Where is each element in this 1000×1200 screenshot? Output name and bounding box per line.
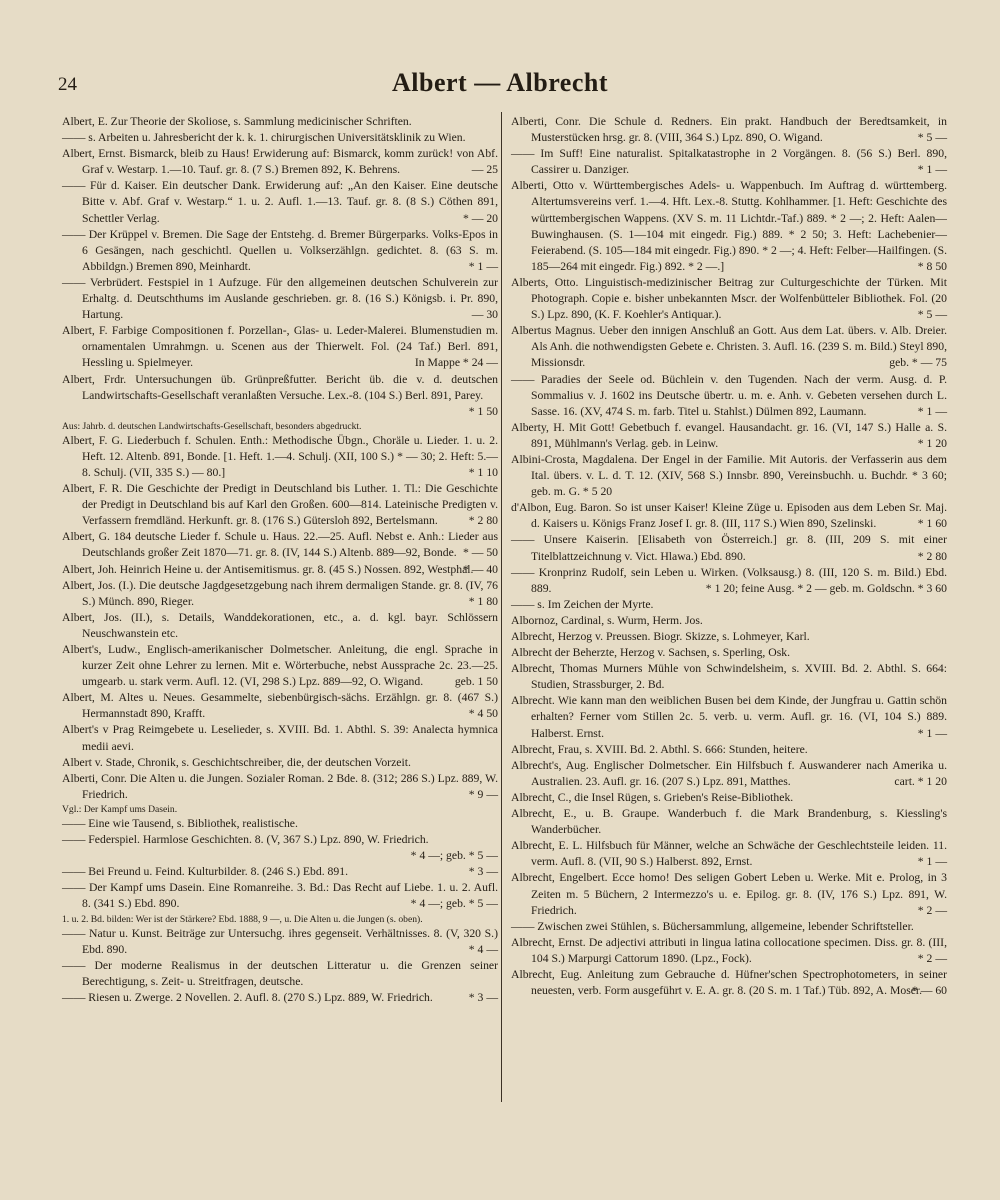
catalogue-entry (62, 816, 498, 832)
catalogue-entry (62, 146, 498, 178)
catalogue-entry (511, 967, 947, 999)
entry-price: * 1 60 (917, 517, 947, 531)
entry-text: Albert's v Prag Reimgebete u. Leselieder, s. XVIII. Bd. 1. Abthl. S. 39: Analecta hymnica medii aevi. (62, 723, 498, 753)
entry-text: Albrecht, Engelbert. Ecce homo! Des seligen Gobert Leben u. Werke. Mit e. Prolog, in 3 Zeiten m. 5 Büchern, 2 Intermezzo's u. e. Epilog. gr. 8. (IV, 176 S.) Lpz. 891, W. Friedrich. (511, 871, 947, 917)
entry-text: Albornoz, Cardinal, s. Wurm, Herm. Jos. (511, 613, 703, 627)
catalogue-entry (511, 500, 947, 532)
entry-text: Alberts, Otto. Linguistisch-medizinischer Beitrag zur Culturgeschichte der Türken. Mit Photograph. Copie e. bisher unbekannten Mscr. der Wolfenbütteler Bibliothek. Fol. (20 S.) Lpz. 890, (K. F. Koehler's Antiquar.). (511, 275, 947, 322)
entry-price: * 1 — (468, 259, 498, 273)
catalogue-entry (62, 481, 498, 529)
entry-text: —— Federspiel. Harmlose Geschichten. 8. (V, 367 S.) Lpz. 890, W. Friedrich. (62, 833, 429, 847)
entry-price: * — 40 (462, 562, 498, 576)
catalogue-entry (62, 832, 498, 864)
entry-text: —— Eine wie Tausend, s. Bibliothek, realistische. (62, 816, 298, 830)
entry-price: * 8 50 (917, 259, 947, 273)
entry-text: —— Paradies der Seele od. Büchlein v. den Tugenden. Nach der verm. Ausg. d. P. Sommalius v. J. 1602 ins Deutsche übertr. u. m. e. Anh. v. Gebeten versehen durch L. Sasse. 16. (XV, 474 S. m. farb. Titel u. Stahlst.) Dülmen 892, Laumann. (511, 372, 947, 418)
catalogue-entry (511, 323, 947, 371)
catalogue-entry (511, 613, 947, 629)
catalogue-entry (511, 629, 947, 645)
entry-text: Albertus Magnus. Ueber den innigen Anschluß an Gott. Aus dem Lat. übers. v. Alb. Dreier. Als Anh. die nothwendigsten Gebete e. Christen. 3. Aufl. 16. (239 S. m. Bild.) Steyl 890, Missionsdr. (511, 324, 947, 370)
entry-text: —— Natur u. Kunst. Beiträge zur Untersuchg. ihres gegenseit. Verhältnisses. 8. (V, 320 S.) Ebd. 890. (62, 926, 498, 956)
entry-price: * 1 50 (468, 404, 498, 418)
entry-price: * 1 — (917, 163, 947, 177)
entry-text: Albrecht, E., u. B. Graupe. Wanderbuch f. die Mark Brandenburg, s. Kiessling's Wanderbücher. (511, 807, 947, 837)
entry-text: Albert's, Ludw., Englisch-amerikanischer Dolmetscher. Anleitung, die engl. Sprache in kurzer Zeit ohne Lehrer zu lernen. Mit e. Wörterbuche, nebst Aussprache 2c. 23.—25. umgearb. u. stark verm. Aufl. 12. (VI, 298 S.) Lpz. 889—92, O. Wigand. (62, 643, 498, 689)
right-column (511, 114, 947, 999)
entry-price: * 3 — (468, 865, 498, 879)
catalogue-entry (62, 578, 498, 610)
catalogue-entry (62, 178, 498, 226)
catalogue-entry (511, 372, 947, 420)
catalogue-entry (511, 661, 947, 693)
entry-text: Albrecht. Wie kann man den weiblichen Busen bei dem Kinde, der Jungfrau u. Gattin schön erhalten? Ferner vom Stillen 2c. 5. verb. u. verm. Aufl. gr. 16. (VI, 104 S.) 889. Halberst. Ernst. (511, 694, 947, 740)
catalogue-entry (511, 452, 947, 500)
catalogue-note (62, 913, 498, 926)
catalogue-entry (62, 990, 498, 1006)
entry-text: Albert, Ernst. Bismarck, bleib zu Haus! Erwiderung auf: Bismarck, komm zurück! von Abf. Graf v. Westarp. 1.—10. Tauf. gr. 8. (7 S.) Bremen 892, K. Behrens. (62, 147, 498, 177)
entry-text: Albert, F. Farbige Compositionen f. Porzellan-, Glas- u. Leder-Malerei. Blumenstudien m. ornamentalen Umrahmgn. u. Scenen aus der Thierwelt. Fol. (24 Taf.) Berl. 891, Hessling u. Spielmeyer. (62, 324, 498, 370)
entry-price: In Mappe * 24 — (414, 356, 498, 370)
entry-text: Albert v. Stade, Chronik, s. Geschichtschreiber, die, der deutschen Vorzeit. (62, 755, 411, 769)
catalogue-entry (511, 275, 947, 323)
entry-text: —— Zwischen zwei Stühlen, s. Büchersammlung, allgemeine, lebender Schriftsteller. (511, 919, 914, 933)
catalogue-entry (511, 178, 947, 275)
entry-price: * 1 80 (468, 594, 498, 608)
running-head: Albert — Albrecht (392, 68, 608, 97)
catalogue-entry (62, 130, 498, 146)
catalogue-note (62, 803, 498, 816)
entry-text: Vgl.: Der Kampf ums Dasein. (62, 803, 178, 815)
entry-price: * 5 — (917, 131, 947, 145)
catalogue-entry (62, 958, 498, 990)
entry-text: Albrecht's, Aug. Englischer Dolmetscher. Ein Hilfsbuch f. Auswanderer nach Amerika u. Australien. 23. Aufl. gr. 16. (207 S.) Lpz. 891, Matthes. (511, 758, 947, 788)
catalogue-entry (511, 870, 947, 918)
entry-price: * 1 10 (468, 465, 498, 479)
entry-price: * 1 — (917, 726, 947, 740)
catalogue-entry (511, 645, 947, 661)
catalogue-entry (62, 755, 498, 771)
catalogue-entry (511, 146, 947, 178)
catalogue-entry (511, 790, 947, 806)
entry-text: 1. u. 2. Bd. bilden: Wer ist der Stärkere? Ebd. 1888, 9 —, u. Die Alten u. die Jungen (s. oben). (62, 913, 423, 925)
entry-price: * 1 — (917, 855, 947, 869)
entry-text: Albrecht der Beherzte, Herzog v. Sachsen, s. Sperling, Osk. (511, 646, 791, 660)
entry-price: * 2 — (917, 903, 947, 917)
entry-text: Albert, Jos. (II.), s. Details, Wanddekorationen, etc., a. d. kgl. bayr. Schlössern Neuschwanstein etc. (62, 610, 498, 640)
entry-price: * 2 80 (917, 549, 947, 563)
catalogue-entry (62, 771, 498, 803)
catalogue-entry (62, 433, 498, 481)
catalogue-entry (511, 420, 947, 452)
entry-text: —— Riesen u. Zwerge. 2 Novellen. 2. Aufl. 8. (270 S.) Lpz. 889, W. Friedrich. (62, 990, 433, 1004)
catalogue-entry (62, 114, 498, 130)
entry-text: Albert, Joh. Heinrich Heine u. der Antisemitismus. gr. 8. (45 S.) Nossen. 892, Westphal. (62, 562, 474, 576)
entry-price: * 9 — (468, 787, 498, 801)
catalogue-entry (511, 806, 947, 838)
entry-text: Albrecht, Eug. Anleitung zum Gebrauche d. Hüfner'schen Spectrophotometers, in seiner neuesten, verb. Form ausgeführt v. E. A. gr. 8. (20 S. m. 1 Taf.) Tüb. 892, A. Moser. (511, 967, 947, 998)
catalogue-entry (62, 880, 498, 912)
entry-text: Albini-Crosta, Magdalena. Der Engel in der Familie. Mit Autoris. der Verfasserin aus dem Ital. übers. v. L. d. T. 12. (XIV, 568 S.) Innsbr. 890, Vereinsbuchh. u. Buchdr. * 3 60; geb. m. G. * 5 20 (511, 452, 947, 499)
catalogue-entry (511, 838, 947, 870)
catalogue-entry (511, 919, 947, 935)
entry-price: geb. 1 50 (454, 675, 498, 689)
catalogue-entry (62, 690, 498, 722)
entry-text: —— s. Arbeiten u. Jahresbericht der k. k. 1. chirurgischen Universitätsklinik zu Wien. (62, 131, 466, 145)
entry-price: * 4 —; geb. * 5 — (410, 897, 498, 911)
catalogue-entry (511, 758, 947, 790)
catalogue-entry (511, 565, 947, 597)
entry-price: * 3 — (468, 990, 498, 1004)
page-number: 24 (58, 74, 77, 95)
entry-text: —— Der moderne Realismus in der deutschen Litteratur u. die Grenzen seiner Berechtigung, s. Zeit- u. Streitfragen, deutsche. (62, 958, 498, 988)
catalogue-entry (511, 597, 947, 613)
entry-price: * 4 —; geb. * 5 — (410, 849, 498, 863)
entry-text: Albert, Frdr. Untersuchungen üb. Grünpreßfutter. Bericht üb. die v. d. deutschen Landwirtschafts-Gesellschaft veranlaßten Versuche. Lex.-8. (104 S.) Berl. 891, Parey. (62, 372, 498, 402)
entry-text: —— Kronprinz Rudolf, sein Leben u. Wirken. (Volksausg.) 8. (III, 120 S. m. Bild.) Ebd. 889. (511, 565, 947, 595)
catalogue-entry (62, 562, 498, 578)
entry-text: Albrecht, Herzog v. Preussen. Biogr. Skizze, s. Lohmeyer, Karl. (511, 630, 810, 643)
catalogue-entry (511, 114, 947, 146)
entry-text: Albert, G. 184 deutsche Lieder f. Schule u. Haus. 22.—25. Aufl. Nebst e. Anh.: Lieder aus Deutschlands großer Zeit 1870—71. gr. 8. (IV, 144 S.) Altenb. 889—92, Bonde. (62, 530, 498, 560)
entry-text: —— Unsere Kaiserin. [Elisabeth von Österreich.] gr. 8. (III, 209 S. mit einer Titelblattzeichnung v. Vict. Hlawa.) Ebd. 890. (511, 533, 947, 563)
entry-price: * 1 — (917, 404, 947, 418)
entry-text: Albrecht, C., die Insel Rügen, s. Grieben's Reise-Bibliothek. (511, 790, 794, 804)
entry-text: d'Albon, Eug. Baron. So ist unser Kaiser! Kleine Züge u. Episoden aus dem Leben Sr. Maj. d. Kaisers u. Königs Franz Josef I. gr. 8. (III, 117 S.) Wien 890, Szelinski. (511, 501, 947, 531)
entry-text: Albrecht, Ernst. De adjectivi attributi in lingua latina collocatione specimen. Diss. gr. 8. (III, 104 S.) Marpurgi Cattorum 1890. (Lpz., Fock). (511, 935, 947, 965)
catalogue-entry (62, 722, 498, 754)
page-header (0, 64, 1000, 114)
left-column (62, 114, 498, 1006)
entry-price: * 1 20 (917, 436, 947, 450)
entry-price: * 2 — (917, 951, 947, 965)
catalogue-entry (62, 529, 498, 561)
entry-price: * 4 50 (468, 707, 498, 721)
entry-text: —— Im Suff! Eine naturalist. Spitalkatastrophe in 2 Vorgängen. 8. (56 S.) Berl. 890, Cassirer u. Danziger. (511, 147, 947, 177)
catalogue-entry (62, 610, 498, 642)
entry-price: * 5 — (917, 308, 947, 322)
catalogue-note (62, 420, 498, 433)
entry-text: Albrecht, Thomas Murners Mühle von Schwindelsheim, s. XVIII. Bd. 2. Abthl. S. 664: Studien, Strassburger, 2. Bd. (511, 662, 947, 692)
entry-text: Alberti, Conr. Die Schule d. Redners. Ein prakt. Handbuch der Beredtsamkeit, in Musterstücken hrsg. gr. 8. (VIII, 364 S.) Lpz. 890, O. Wigand. (511, 115, 947, 145)
entry-price: * 2 80 (468, 514, 498, 528)
entry-text: Alberty, H. Mit Gott! Gebetbuch f. evangel. Hausandacht. gr. 16. (VI, 147 S.) Halle a. S. 891, Mühlmann's Verlag. geb. in Leinw. (511, 420, 947, 450)
entry-text: Albert, E. Zur Theorie der Skoliose, s. Sammlung medicinischer Schriften. (62, 115, 412, 128)
entry-text: Alberti, Otto v. Württembergisches Adels- u. Wappenbuch. Im Auftrag d. württemberg. Altertumsvereins verf. 1.—4. Hft. Lex.-8. Stuttg. Kohlhammer. [1. Heft: Geschichte des württembergischen Wappens. (XV S. m. 11 Lichtdr.-Taf.) 889. * 2 —; 2. Heft: Aalen—Buwinghausen. (S. 1—104 mit eingedr. Fig.) 889. * 2 50; 3. Heft: Lachebenier—Feierabend. (S. 105—184 mit eingedr. Fig.) 890. * 2 —; 4. Heft: Felber—Hailfingen. (S. 185—264 mit eingedr. Fig.) 892. * 2 —.] (511, 179, 947, 273)
entry-text: —— Verbrüdert. Festspiel in 1 Aufzuge. Für den allgemeinen deutschen Schulverein zur Erhaltg. d. Deutschthums im Auslande geschrieben. gr. 8. (16 S.) Königsb. i. Pr. 890, Hartung. (62, 275, 498, 322)
catalogue-entry (511, 935, 947, 967)
entry-text: Aus: Jahrb. d. deutschen Landwirtschafts-Gesellschaft, besonders abgedruckt. (62, 420, 362, 432)
catalogue-entry (511, 532, 947, 564)
entry-price: cart. * 1 20 (894, 774, 947, 788)
entry-text: Albert, F. R. Die Geschichte der Predigt in Deutschland bis Luther. 1. Tl.: Die Geschichte der Predigt in Deutschland bis auf Karl den Großen. 600—814. Lateinische Predigten v. Verfassern fremdländ. Herkunft. gr. 8. (176 S.) Gütersloh 892, Bertelsmann. (62, 482, 498, 528)
entry-price: * 4 — (468, 942, 498, 956)
catalogue-entry (511, 693, 947, 741)
catalogue-entry (62, 323, 498, 371)
entry-text: Albert, M. Altes u. Neues. Gesammelte, siebenbürgisch-sächs. Erzählgn. gr. 8. (467 S.) Hermannstadt 890, Krafft. (62, 691, 498, 721)
entry-text: —— Der Kampf ums Dasein. Eine Romanreihe. 3. Bd.: Das Recht auf Liebe. 1. u. 2. Aufl. 8. (341 S.) Ebd. 890. (62, 881, 498, 911)
entry-text: —— Für d. Kaiser. Ein deutscher Dank. Erwiderung auf: „An den Kaiser. Eine deutsche Bitte v. Abf. Graf v. Westarp.“ 1. u. 2. Aufl. 1.—13. Tauf. gr. 8. (8 S.) Cöthen 891, Schettler Verlag. (62, 179, 498, 225)
entry-price: * — 50 (462, 546, 498, 560)
catalogue-entry (62, 275, 498, 323)
catalogue-entry (62, 642, 498, 690)
entry-price: — 25 (471, 163, 498, 177)
catalogue-entry (62, 372, 498, 420)
entry-price: — 30 (471, 308, 498, 322)
entry-text: Albert, Jos. (I.). Die deutsche Jagdgesetzgebung nach ihrem dermaligen Stande. gr. 8. (IV, 76 S.) Münch. 890, Rieger. (62, 578, 498, 608)
entry-text: Albrecht, Frau, s. XVIII. Bd. 2. Abthl. S. 666: Stunden, heitere. (511, 742, 808, 756)
entry-price: * — 60 (911, 984, 947, 998)
entry-text: Albert, F. G. Liederbuch f. Schulen. Enth.: Methodische Übgn., Choräle u. Lieder. 1. u. 2. Heft. 12. Altenb. 891, Bonde. [1. Heft. 1.—4. Schulj. (XII, 100 S.) * — 30; 2. Heft: 5.—8. Schulj. (VII, 335 S.) — 80.] (62, 433, 498, 479)
entry-price: * 1 20; feine Ausg. * 2 — geb. m. Goldschn. * 3 60 (705, 581, 947, 595)
catalogue-entry (62, 227, 498, 275)
column-divider (501, 112, 502, 1102)
catalogue-entry (62, 926, 498, 958)
entry-text: —— s. Im Zeichen der Myrte. (511, 597, 654, 611)
entry-text: —— Der Krüppel v. Bremen. Die Sage der Entstehg. d. Bremer Bürgerparks. Volks-Epos in 6 Gesängen, nach geschichtl. Quellen u. Volkserzählgn. gedichtet. 8. (63 S. m. Abbildgn.) Bremen 890, Meinhardt. (62, 227, 498, 273)
catalogue-entry (511, 742, 947, 758)
entry-price: geb. * — 75 (889, 356, 947, 370)
entry-text: —— Bei Freund u. Feind. Kulturbilder. 8. (246 S.) Ebd. 891. (62, 865, 349, 879)
entry-text: Albrecht, E. L. Hilfsbuch für Männer, welche an Schwäche der Geschlechtsteile leiden. 11. verm. Aufl. 8. (VII, 90 S.) Halberst. 892, Ernst. (511, 839, 947, 869)
catalogue-entry (62, 864, 498, 880)
entry-price: * — 20 (462, 211, 498, 225)
entry-text: Alberti, Conr. Die Alten u. die Jungen. Sozialer Roman. 2 Bde. 8. (312; 286 S.) Lpz. 889, W. Friedrich. (62, 771, 498, 801)
